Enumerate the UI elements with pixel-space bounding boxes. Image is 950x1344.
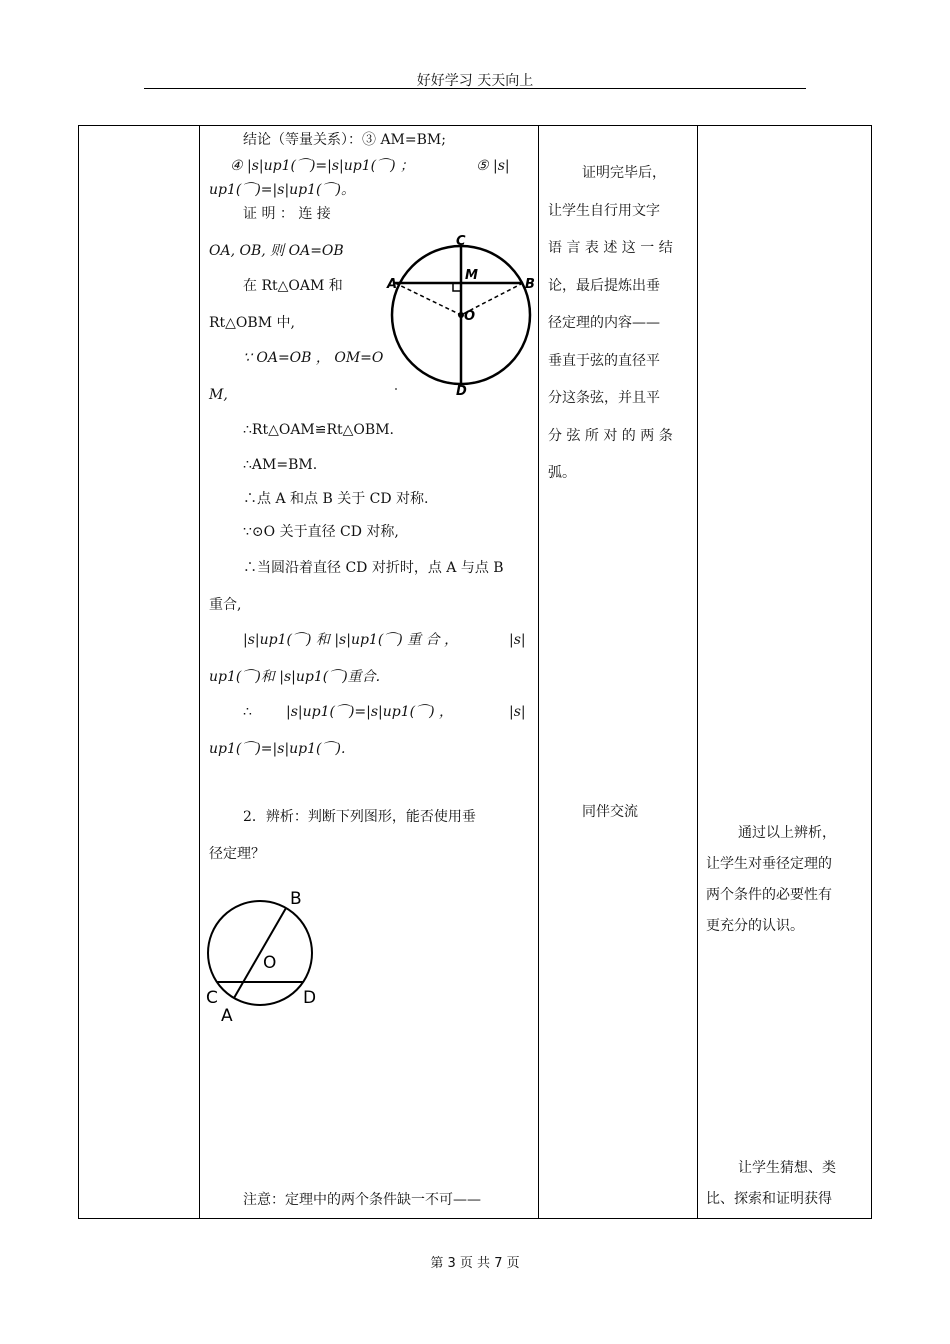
proof-line: ∵ OA=OB ， OM=O	[243, 350, 384, 366]
conclusion-line: 结论（等量关系）：③ AM=BM;	[243, 132, 446, 148]
proof-line: |s|up1(⌒) 和 |s|up1(⌒) 重 合 ，	[243, 632, 459, 648]
proof-line: up1(⌒)和 |s|up1(⌒)重合.	[209, 669, 381, 685]
circle-diagram-perpendicular-diameter	[380, 230, 540, 400]
note-line: 注意：定理中的两个条件缺一不可——	[243, 1192, 481, 1208]
label-D: D	[303, 988, 317, 1008]
intent-line: 两个条件的必要性有	[706, 887, 832, 903]
label-C: C	[456, 234, 466, 249]
student-activity	[548, 155, 690, 493]
conclusion-equation: up1(⌒)=|s|up1(⌒)。	[209, 182, 355, 198]
proof-line: |s|	[509, 632, 526, 648]
design-intent-2	[706, 1153, 864, 1215]
intent-line: 让学生对垂径定理的	[706, 856, 832, 872]
analysis-question: 2．辨析：判断下列图形，能否使用垂	[243, 809, 476, 825]
proof-line: |s|up1(⌒)=|s|up1(⌒) ，	[286, 704, 454, 720]
label-O: O	[464, 309, 476, 324]
label-C: C	[206, 988, 218, 1008]
label-D: D	[456, 384, 467, 399]
proof-line: |s|	[509, 704, 526, 720]
intent-line: 通过以上辨析，	[738, 825, 836, 841]
page-footer: 第 3 页 共 7 页	[430, 1256, 520, 1271]
proof-line: 在 Rt△OAM 和	[243, 278, 343, 294]
proof-line: up1(⌒)=|s|up1(⌒).	[209, 741, 346, 757]
conclusion-equation: ④ |s|up1(⌒)=|s|up1(⌒) ；	[230, 158, 415, 174]
proof-line: ∴Rt△OAM≌Rt△OBM.	[243, 422, 394, 438]
proof-line: M,	[209, 387, 228, 403]
label-B: B	[290, 889, 302, 909]
label-A: A	[221, 1006, 233, 1026]
label-M: M	[465, 268, 478, 283]
design-intent-1	[706, 818, 864, 942]
intent-line: 比、探索和证明获得	[706, 1191, 832, 1207]
label-A: A	[387, 277, 398, 292]
proof-line: ∴当圆沿着直径 CD 对折时，点 A 与点 B	[243, 560, 504, 576]
label-O: O	[263, 953, 277, 973]
peer-exchange: 同伴交流	[582, 804, 638, 820]
student-line: 径定理的内容——	[548, 315, 660, 331]
student-line: 证明完毕后，	[582, 165, 666, 181]
student-line: 分 弦 所 对 的 两 条	[548, 427, 673, 444]
label-B: B	[525, 277, 535, 292]
proof-line: ∴点 A 和点 B 关于 CD 对称.	[243, 491, 429, 507]
intent-line: 让学生猜想、类	[738, 1160, 836, 1176]
student-line: 语 言 表 述 这 一 结	[548, 240, 673, 256]
page-header: 好好学习 天天向上	[416, 73, 534, 89]
student-line: 论，最后提炼出垂	[548, 277, 660, 294]
proof-line: Rt△OBM 中,	[209, 315, 295, 331]
table-column-divider	[697, 125, 698, 1219]
student-line: 垂直于弦的直径平	[548, 352, 660, 369]
circle-diagram-analysis	[200, 880, 330, 1030]
header-rule	[144, 88, 806, 89]
intent-line: 更充分的认识。	[706, 918, 804, 934]
proof-line: 重合,	[209, 597, 242, 613]
conclusion-equation: ⑤ |s|	[476, 158, 510, 174]
student-line: 让学生自行用文字	[548, 202, 660, 219]
student-line: 弧。	[548, 465, 576, 481]
student-line: 分这条弦，并且平	[548, 390, 660, 406]
proof-line: ∵⊙O 关于直径 CD 对称,	[243, 524, 399, 540]
proof-line: OA, OB, 则 OA=OB	[209, 243, 344, 259]
proof-line: ∴	[243, 704, 252, 720]
table-column-divider	[199, 125, 200, 1219]
analysis-question: 径定理？	[209, 846, 265, 862]
proof-line: ∴AM=BM.	[243, 457, 318, 473]
proof-line: 证 明 ： 连 接	[243, 206, 331, 222]
